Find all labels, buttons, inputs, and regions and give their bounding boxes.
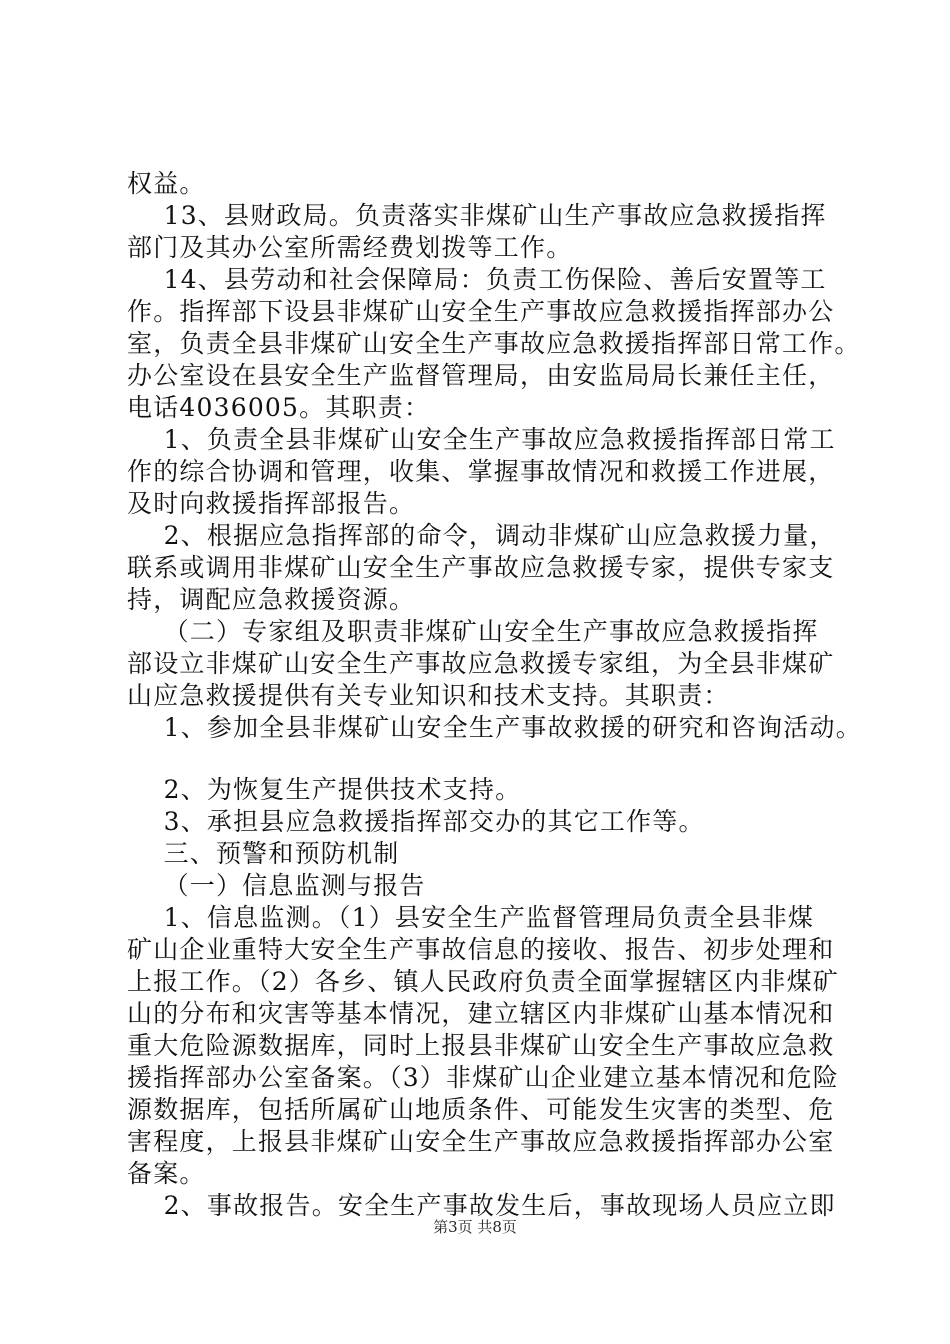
text-line: （二）专家组及职责非煤矿山安全生产事故应急救援指挥 <box>127 617 819 646</box>
text-line: 作的综合协调和管理，收集、掌握事故情况和救援工作进展， <box>127 457 835 486</box>
text-line: 电话4036005。其职责： <box>127 393 431 422</box>
text-line: 部设立非煤矿山安全生产事故应急救援专家组，为全县非煤矿 <box>127 649 835 678</box>
text-line: 2、事故报告。安全生产事故发生后，事故现场人员应立即 <box>127 1191 836 1220</box>
document-body <box>127 168 862 1222</box>
text-line: 联系或调用非煤矿山安全生产事故应急救援专家，提供专家支 <box>127 553 835 582</box>
section-heading: 三、预警和预防机制 <box>127 839 400 868</box>
text-line: 山应急救援提供有关专业知识和技术支持。其职责： <box>127 681 730 710</box>
text-line: 重大危险源数据库，同时上报县非煤矿山安全生产事故应急救 <box>127 1031 835 1060</box>
text-line: 害程度，上报县非煤矿山安全生产事故应急救援指挥部办公室 <box>127 1127 835 1156</box>
text-line: 备案。 <box>127 1159 206 1188</box>
text-line: 及时向救援指挥部报告。 <box>127 489 416 518</box>
text-line: 1、负责全县非煤矿山安全生产事故应急救援指挥部日常工 <box>127 425 836 454</box>
text-line: 3、承担县应急救援指挥部交办的其它工作等。 <box>127 807 705 836</box>
text-line: 室，负责全县非煤矿山安全生产事故应急救援指挥部日常工作。 <box>127 329 861 358</box>
blank-line <box>127 744 837 774</box>
text-line: 2、根据应急指挥部的命令，调动非煤矿山应急救援力量， <box>127 521 836 550</box>
text-line: 2、为恢复生产提供技术支持。 <box>127 775 522 804</box>
text-line: 1、参加全县非煤矿山安全生产事故救援的研究和咨询活动。 <box>127 713 862 742</box>
text-line: 14、县劳动和社会保障局：负责工伤保险、善后安置等工 <box>127 265 827 294</box>
text-line: 矿山企业重特大安全生产事故信息的接收、报告、初步处理和 <box>127 935 835 964</box>
text-line: 援指挥部办公室备案。（3）非煤矿山企业建立基本情况和危险 <box>127 1063 840 1092</box>
text-line: 作。指挥部下设县非煤矿山安全生产事故应急救援指挥部办公 <box>127 297 835 326</box>
text-line: 13、县财政局。负责落实非煤矿山生产事故应急救援指挥 <box>127 201 827 230</box>
subsection-heading: （一）信息监测与报告 <box>127 871 426 900</box>
text-line: 1、信息监测。（1）县安全生产监督管理局负责全县非煤 <box>127 903 815 932</box>
text-line: 源数据库，包括所属矿山地质条件、可能发生灾害的类型、危 <box>127 1095 835 1124</box>
text-line: 上报工作。（2）各乡、镇人民政府负责全面掌握辖区内非煤矿 <box>127 967 840 996</box>
text-line: 山的分布和灾害等基本情况，建立辖区内非煤矿山基本情况和 <box>127 999 835 1028</box>
text-line: 办公室设在县安全生产监督管理局，由安监局局长兼任主任， <box>127 361 835 390</box>
text-line: 权益。 <box>127 169 206 198</box>
text-line: 持，调配应急救援资源。 <box>127 585 416 614</box>
text-line: 部门及其办公室所需经费划拨等工作。 <box>127 233 573 262</box>
page-number-footer: 第3页 共8页 <box>433 1218 517 1236</box>
